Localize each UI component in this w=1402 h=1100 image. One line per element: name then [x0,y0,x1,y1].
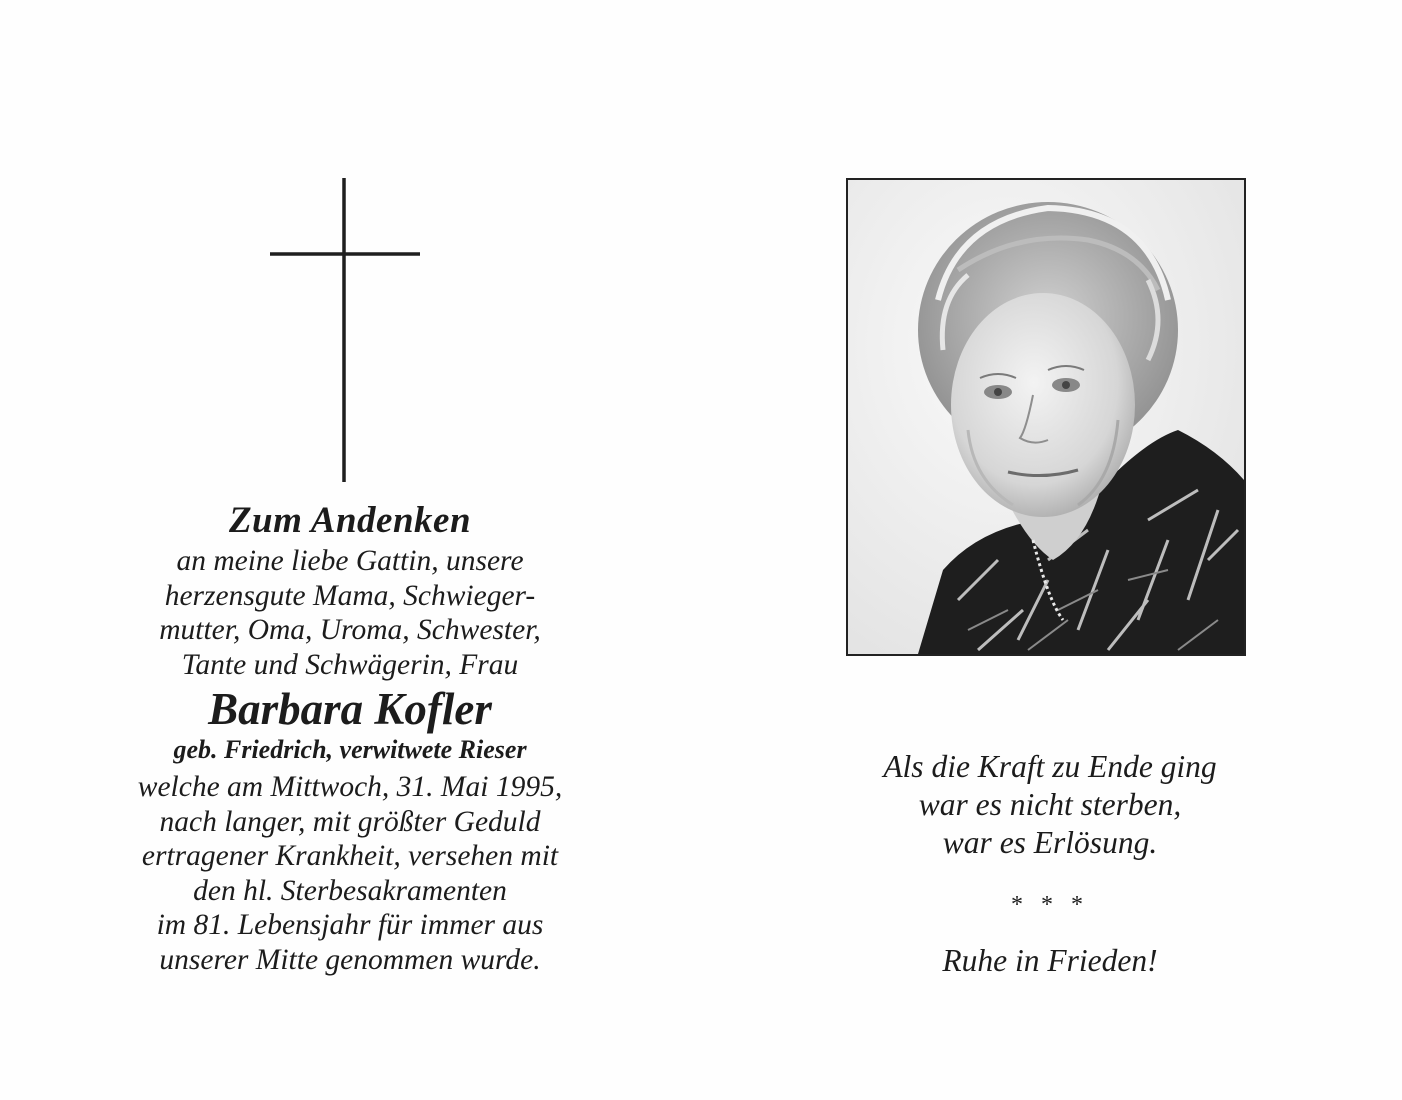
maiden-name: geb. Friedrich, verwitwete Rieser [173,735,527,764]
poem-section [800,748,1300,980]
closing-line: Ruhe in Frieden! [942,943,1158,978]
body-line: im 81. Lebensjahr für immer aus [156,909,544,941]
poem-line: war es nicht sterben, [918,787,1182,822]
intro-line: mutter, Oma, Uroma, Schwester, [159,614,541,646]
body-line: welche am Mittwoch, 31. Mai 1995, [137,771,563,803]
deceased-name: Barbara Kofler [208,684,492,734]
star-separator: * * * [1011,892,1089,918]
portrait-illustration [848,180,1244,654]
body-line: ertragener Krankheit, versehen mit [141,840,559,872]
obituary-text [100,770,600,977]
body-line: nach langer, mit größter Geduld [159,805,541,838]
memorial-heading: Zum Andenken [228,500,472,541]
portrait-photo [846,178,1246,656]
intro-line: Tante und Schwägerin, Frau [181,648,519,681]
poem-line: Als die Kraft zu Ende ging [883,749,1217,784]
poem-line: war es Erlösung. [942,825,1158,860]
intro-line: herzensgute Mama, Schwieger- [164,579,536,612]
body-line: den hl. Sterbesakramenten [193,874,507,907]
body-line: unserer Mitte genommen wurde. [159,943,541,976]
memorial-text [100,498,600,977]
intro-line: an meine liebe Gattin, unsere [176,545,524,577]
intro-text [100,544,600,682]
